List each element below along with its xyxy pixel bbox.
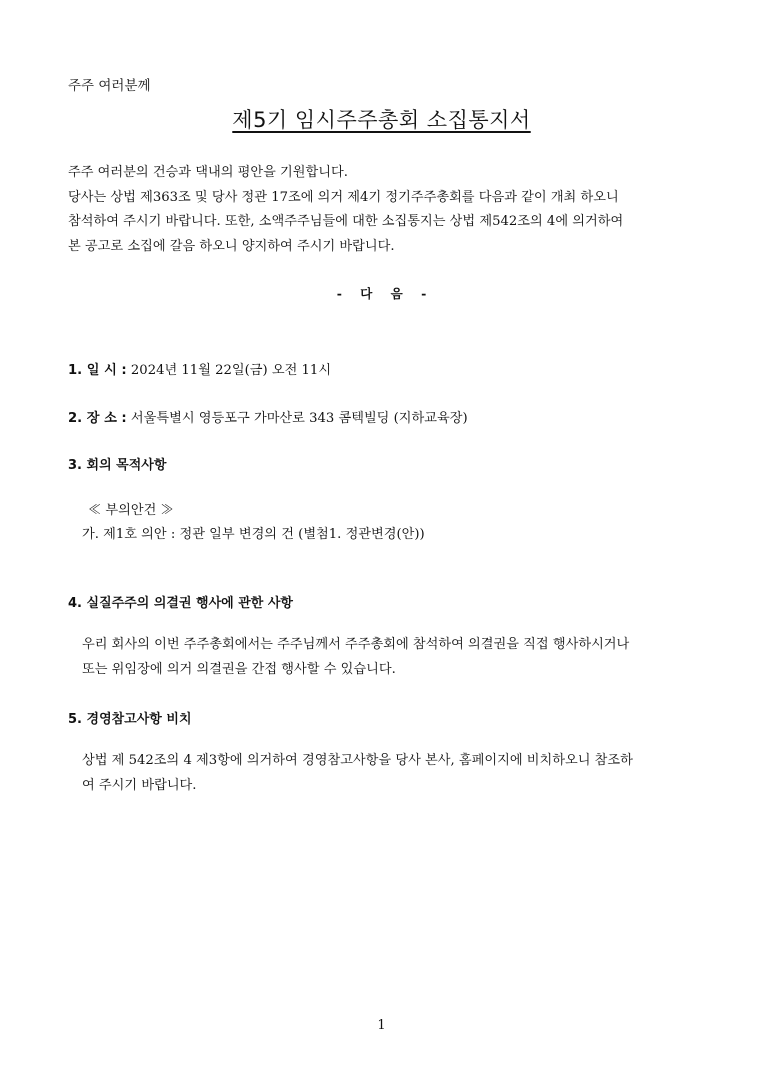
page-title: 제5기 임시주주총회 소집통지서 bbox=[232, 108, 531, 132]
meeting-date-value: 2024년 11월 22일(금) 오전 11시 bbox=[130, 363, 332, 378]
intro-line: 주주 여러분의 건승과 댁내의 평안을 기원합니다. bbox=[68, 165, 348, 180]
page-number: 1 bbox=[377, 1018, 386, 1033]
voting-heading: 4. 실질주주의 의결권 행사에 관한 사항 bbox=[68, 596, 293, 611]
intro-line: 당사는 상법 제363조 및 당사 정관 17조에 의거 제4기 정기주주총회를 다음과 같이 개최 하오니 bbox=[68, 189, 619, 205]
salutation: 주주 여러분께 bbox=[68, 78, 151, 94]
agenda-heading: 3. 회의 목적사항 bbox=[68, 458, 167, 473]
intro-line: 참석하여 주시기 바랍니다. 또한, 소액주주님들에 대한 소집통지는 상법 제542조의 4에 의거하여 bbox=[68, 214, 624, 229]
voting-line: 우리 회사의 이번 주주총회에서는 주주님께서 주주총회에 참석하여 의결권을 직접 행사하시거나 bbox=[82, 637, 630, 652]
meeting-date bbox=[68, 359, 331, 378]
meeting-place-value: 서울특별시 영등포구 가마산로 343 콤텍빌딩 (지하교육장) bbox=[130, 411, 468, 426]
reference-line: 여 주시기 바랍니다. bbox=[82, 778, 197, 793]
section-divider: - 다 음 - bbox=[336, 286, 427, 301]
intro-paragraph bbox=[68, 161, 623, 259]
reference-heading: 5. 경영참고사항 비치 bbox=[68, 712, 192, 727]
meeting-place-label: 2. 장 소 : bbox=[68, 411, 127, 426]
meeting-place bbox=[68, 407, 468, 426]
voting-line: 또는 위임장에 의거 의결권을 간접 행사할 수 있습니다. bbox=[82, 662, 396, 677]
reference-line: 상법 제 542조의 4 제3항에 의거하여 경영참고사항을 당사 본사, 홈페이지에 비치하오니 참조하 bbox=[82, 753, 633, 768]
intro-line: 본 공고로 소집에 갈음 하오니 양지하여 주시기 바랍니다. bbox=[68, 238, 395, 254]
agenda-item: 가. 제1호 의안 : 정관 일부 변경의 건 (별첨1. 정관변경(안)) bbox=[82, 527, 425, 542]
reference-paragraph bbox=[82, 748, 633, 798]
meeting-date-label: 1. 일 시 : bbox=[68, 363, 127, 378]
voting-paragraph bbox=[82, 632, 629, 682]
agenda-subheading: ≪ 부의안건 ≫ bbox=[88, 503, 174, 518]
